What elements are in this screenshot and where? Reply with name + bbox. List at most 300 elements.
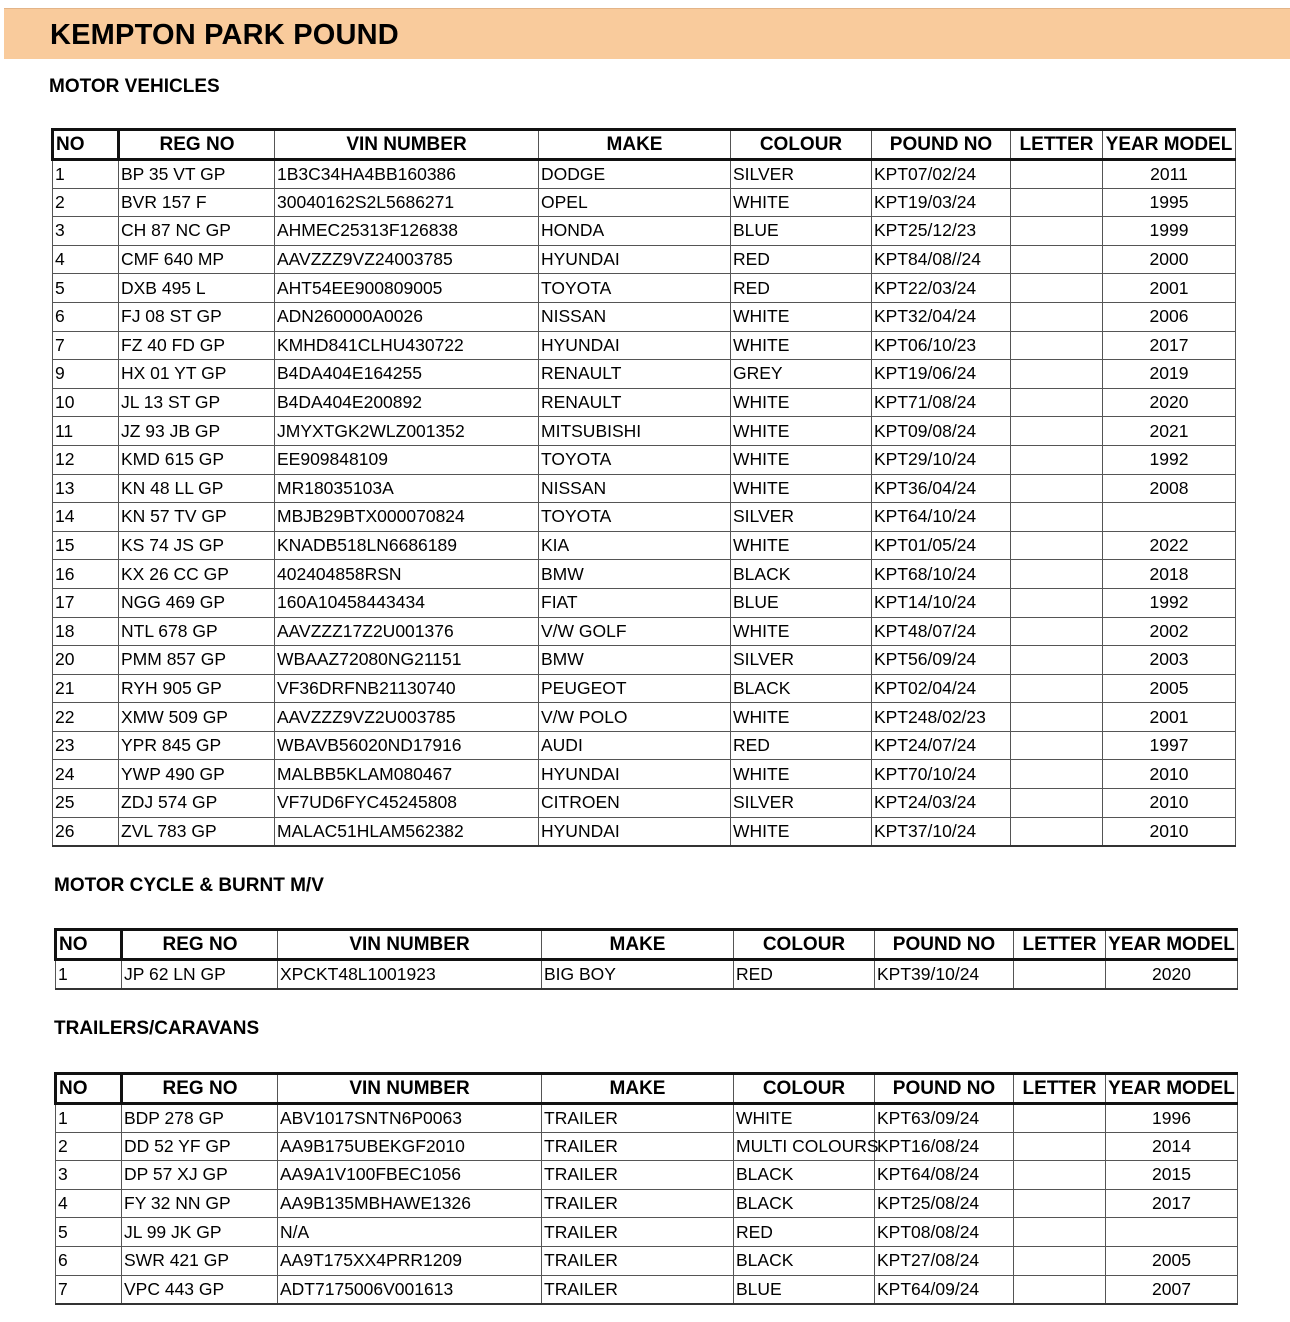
no-cell: 6	[56, 1246, 122, 1275]
no-cell: 4	[56, 1189, 122, 1218]
no-cell: 24	[53, 760, 119, 789]
table-row	[53, 331, 1236, 360]
vin-number-cell: 1B3C34HA4BB160386	[275, 160, 539, 189]
make-cell: TRAILER	[542, 1189, 734, 1218]
vin-number-cell: B4DA404E200892	[275, 388, 539, 417]
colour-cell: BLUE	[731, 217, 872, 246]
title-banner	[4, 8, 1290, 59]
year-model-cell: 1992	[1103, 588, 1236, 617]
table-row	[53, 388, 1236, 417]
no-cell: 3	[53, 217, 119, 246]
vin-number-cell: JMYXTGK2WLZ001352	[275, 417, 539, 446]
section-title-motor-cycle: MOTOR CYCLE & BURNT M/V	[54, 875, 324, 896]
colour-cell: WHITE	[731, 302, 872, 331]
no-cell: 1	[56, 1104, 122, 1133]
pound-no-cell: KPT64/09/24	[875, 1275, 1014, 1304]
reg-no-cell: BDP 278 GP	[122, 1104, 278, 1133]
vin-number-cell: KNADB518LN6686189	[275, 531, 539, 560]
table-row	[56, 1104, 1238, 1133]
make-cell: NISSAN	[539, 474, 731, 503]
no-cell: 23	[53, 731, 119, 760]
make-cell: HYUNDAI	[539, 817, 731, 846]
no-cell: 5	[53, 274, 119, 303]
reg-no-cell: KN 48 LL GP	[119, 474, 275, 503]
letter-cell	[1011, 302, 1103, 331]
make-cell: TRAILER	[542, 1275, 734, 1304]
reg-no-cell: KN 57 TV GP	[119, 503, 275, 532]
reg-no-cell: KS 74 JS GP	[119, 531, 275, 560]
reg-no-cell: JL 99 JK GP	[122, 1218, 278, 1247]
reg-no-cell: PMM 857 GP	[119, 646, 275, 675]
year-model-cell: 2007	[1106, 1275, 1238, 1304]
letter-cell	[1011, 388, 1103, 417]
table-row	[53, 188, 1236, 217]
colour-cell: WHITE	[731, 531, 872, 560]
vin-number-cell: KMHD841CLHU430722	[275, 331, 539, 360]
colour-cell: MULTI COLOURS	[734, 1132, 875, 1161]
vin-number-cell: AA9B175UBEKGF2010	[278, 1132, 542, 1161]
no-cell: 18	[53, 617, 119, 646]
make-cell: NISSAN	[539, 302, 731, 331]
reg-no-cell: FY 32 NN GP	[122, 1189, 278, 1218]
pound-no-cell: KPT63/09/24	[875, 1104, 1014, 1133]
table-row	[56, 1246, 1238, 1275]
pound-no-cell: KPT02/04/24	[872, 674, 1011, 703]
column-header-letter: LETTER	[1014, 930, 1106, 960]
make-cell: CITROEN	[539, 789, 731, 818]
no-cell: 16	[53, 560, 119, 589]
colour-cell: WHITE	[731, 388, 872, 417]
make-cell: HONDA	[539, 217, 731, 246]
no-cell: 3	[56, 1161, 122, 1190]
colour-cell: RED	[731, 731, 872, 760]
year-model-cell: 2021	[1103, 417, 1236, 446]
letter-cell	[1014, 1275, 1106, 1304]
table-row	[53, 674, 1236, 703]
colour-cell: WHITE	[734, 1104, 875, 1133]
year-model-cell: 2002	[1103, 617, 1236, 646]
reg-no-cell: DP 57 XJ GP	[122, 1161, 278, 1190]
column-header-make: MAKE	[539, 130, 731, 160]
table-row	[53, 531, 1236, 560]
pound-no-cell: KPT24/03/24	[872, 789, 1011, 818]
letter-cell	[1014, 1104, 1106, 1133]
section-title-trailers: TRAILERS/CARAVANS	[54, 1018, 260, 1039]
letter-cell	[1011, 217, 1103, 246]
letter-cell	[1011, 503, 1103, 532]
make-cell: TRAILER	[542, 1218, 734, 1247]
reg-no-cell: HX 01 YT GP	[119, 360, 275, 389]
make-cell: PEUGEOT	[539, 674, 731, 703]
pound-no-cell: KPT39/10/24	[875, 960, 1014, 989]
no-cell: 14	[53, 503, 119, 532]
pound-no-cell: KPT19/03/24	[872, 188, 1011, 217]
no-cell: 15	[53, 531, 119, 560]
table-row	[53, 445, 1236, 474]
no-cell: 26	[53, 817, 119, 846]
reg-no-cell: BP 35 VT GP	[119, 160, 275, 189]
no-cell: 1	[56, 960, 122, 989]
make-cell: FIAT	[539, 588, 731, 617]
reg-no-cell: ZDJ 574 GP	[119, 789, 275, 818]
make-cell: TRAILER	[542, 1161, 734, 1190]
vin-number-cell: XPCKT48L1001923	[278, 960, 542, 989]
column-header-pound-no: POUND NO	[875, 1074, 1014, 1104]
column-header-colour: COLOUR	[734, 1074, 875, 1104]
table-row	[53, 503, 1236, 532]
trailers-table	[54, 1072, 1238, 1305]
vin-number-cell: AAVZZZ9VZ24003785	[275, 245, 539, 274]
pound-no-cell: KPT27/08/24	[875, 1246, 1014, 1275]
pound-no-cell: KPT56/09/24	[872, 646, 1011, 675]
year-model-cell: 1995	[1103, 188, 1236, 217]
vin-number-cell: ADT7175006V001613	[278, 1275, 542, 1304]
make-cell: MITSUBISHI	[539, 417, 731, 446]
column-header-make: MAKE	[542, 1074, 734, 1104]
pound-no-cell: KPT36/04/24	[872, 474, 1011, 503]
make-cell: KIA	[539, 531, 731, 560]
colour-cell: SILVER	[731, 789, 872, 818]
table-row	[53, 160, 1236, 189]
vin-number-cell: AHMEC25313F126838	[275, 217, 539, 246]
column-header-letter: LETTER	[1011, 130, 1103, 160]
letter-cell	[1011, 760, 1103, 789]
pound-no-cell: KPT32/04/24	[872, 302, 1011, 331]
vin-number-cell: AHT54EE900809005	[275, 274, 539, 303]
reg-no-cell: YPR 845 GP	[119, 731, 275, 760]
reg-no-cell: FJ 08 ST GP	[119, 302, 275, 331]
colour-cell: WHITE	[731, 445, 872, 474]
year-model-cell: 2003	[1103, 646, 1236, 675]
letter-cell	[1011, 703, 1103, 732]
table-row	[56, 1132, 1238, 1161]
table-row	[53, 646, 1236, 675]
pound-no-cell: KPT71/08/24	[872, 388, 1011, 417]
year-model-cell	[1103, 503, 1236, 532]
year-model-cell: 2005	[1106, 1246, 1238, 1275]
letter-cell	[1011, 474, 1103, 503]
colour-cell: RED	[731, 245, 872, 274]
make-cell: TRAILER	[542, 1246, 734, 1275]
year-model-cell: 2019	[1103, 360, 1236, 389]
table-row	[56, 1189, 1238, 1218]
vin-number-cell: WBAVB56020ND17916	[275, 731, 539, 760]
no-cell: 2	[53, 188, 119, 217]
letter-cell	[1011, 674, 1103, 703]
colour-cell: WHITE	[731, 617, 872, 646]
make-cell: BIG BOY	[542, 960, 734, 989]
make-cell: TOYOTA	[539, 445, 731, 474]
make-cell: TRAILER	[542, 1132, 734, 1161]
column-header-pound-no: POUND NO	[872, 130, 1011, 160]
year-model-cell: 2014	[1106, 1132, 1238, 1161]
vin-number-cell: ADN260000A0026	[275, 302, 539, 331]
column-header-letter: LETTER	[1014, 1074, 1106, 1104]
make-cell: V/W POLO	[539, 703, 731, 732]
colour-cell: WHITE	[731, 817, 872, 846]
column-header-no: NO	[53, 130, 119, 160]
pound-no-cell: KPT70/10/24	[872, 760, 1011, 789]
table-row	[53, 245, 1236, 274]
year-model-cell: 2010	[1103, 760, 1236, 789]
reg-no-cell: KMD 615 GP	[119, 445, 275, 474]
no-cell: 20	[53, 646, 119, 675]
table-row	[53, 217, 1236, 246]
reg-no-cell: XMW 509 GP	[119, 703, 275, 732]
vin-number-cell: MR18035103A	[275, 474, 539, 503]
colour-cell: WHITE	[731, 188, 872, 217]
reg-no-cell: JP 62 LN GP	[122, 960, 278, 989]
column-header-colour: COLOUR	[734, 930, 875, 960]
letter-cell	[1011, 646, 1103, 675]
pound-no-cell: KPT01/05/24	[872, 531, 1011, 560]
column-header-year-model: YEAR MODEL	[1103, 130, 1236, 160]
column-header-year-model: YEAR MODEL	[1106, 1074, 1238, 1104]
pound-no-cell: KPT24/07/24	[872, 731, 1011, 760]
motor-vehicles-table	[51, 128, 1236, 847]
year-model-cell: 2017	[1106, 1189, 1238, 1218]
pound-no-cell: KPT25/12/23	[872, 217, 1011, 246]
letter-cell	[1014, 1132, 1106, 1161]
vin-number-cell: MALBB5KLAM080467	[275, 760, 539, 789]
reg-no-cell: FZ 40 FD GP	[119, 331, 275, 360]
vin-number-cell: N/A	[278, 1218, 542, 1247]
vin-number-cell: VF36DRFNB21130740	[275, 674, 539, 703]
year-model-cell: 2015	[1106, 1161, 1238, 1190]
colour-cell: WHITE	[731, 760, 872, 789]
reg-no-cell: NGG 469 GP	[119, 588, 275, 617]
table-row	[56, 1161, 1238, 1190]
no-cell: 13	[53, 474, 119, 503]
reg-no-cell: NTL 678 GP	[119, 617, 275, 646]
no-cell: 7	[56, 1275, 122, 1304]
colour-cell: BLACK	[731, 674, 872, 703]
table-row	[53, 760, 1236, 789]
table-row	[53, 560, 1236, 589]
vin-number-cell: MBJB29BTX000070824	[275, 503, 539, 532]
no-cell: 4	[53, 245, 119, 274]
column-header-vin-number: VIN NUMBER	[278, 1074, 542, 1104]
year-model-cell: 2010	[1103, 817, 1236, 846]
vin-number-cell: B4DA404E164255	[275, 360, 539, 389]
table-row	[53, 474, 1236, 503]
table-header-row	[53, 130, 1236, 160]
make-cell: RENAULT	[539, 360, 731, 389]
table-row	[53, 789, 1236, 818]
letter-cell	[1011, 789, 1103, 818]
vin-number-cell: VF7UD6FYC45245808	[275, 789, 539, 818]
pound-no-cell: KPT06/10/23	[872, 331, 1011, 360]
colour-cell: BLACK	[734, 1189, 875, 1218]
pound-no-cell: KPT29/10/24	[872, 445, 1011, 474]
vin-number-cell: AAVZZZ17Z2U001376	[275, 617, 539, 646]
make-cell: TOYOTA	[539, 503, 731, 532]
year-model-cell: 2000	[1103, 245, 1236, 274]
letter-cell	[1014, 1189, 1106, 1218]
column-header-no: NO	[56, 930, 122, 960]
no-cell: 9	[53, 360, 119, 389]
year-model-cell: 1996	[1106, 1104, 1238, 1133]
column-header-no: NO	[56, 1074, 122, 1104]
letter-cell	[1011, 274, 1103, 303]
pound-no-cell: KPT25/08/24	[875, 1189, 1014, 1218]
pound-no-cell: KPT37/10/24	[872, 817, 1011, 846]
pound-no-cell: KPT64/10/24	[872, 503, 1011, 532]
year-model-cell: 2020	[1106, 960, 1238, 989]
table-row	[56, 1218, 1238, 1247]
colour-cell: SILVER	[731, 503, 872, 532]
colour-cell: RED	[731, 274, 872, 303]
pound-no-cell: KPT84/08//24	[872, 245, 1011, 274]
letter-cell	[1011, 188, 1103, 217]
no-cell: 21	[53, 674, 119, 703]
table-row	[53, 731, 1236, 760]
letter-cell	[1011, 817, 1103, 846]
vin-number-cell: AA9A1V100FBEC1056	[278, 1161, 542, 1190]
reg-no-cell: VPC 443 GP	[122, 1275, 278, 1304]
column-header-make: MAKE	[542, 930, 734, 960]
make-cell: DODGE	[539, 160, 731, 189]
vin-number-cell: WBAAZ72080NG21151	[275, 646, 539, 675]
make-cell: V/W GOLF	[539, 617, 731, 646]
letter-cell	[1011, 617, 1103, 646]
year-model-cell: 2001	[1103, 274, 1236, 303]
year-model-cell: 2006	[1103, 302, 1236, 331]
letter-cell	[1014, 1161, 1106, 1190]
year-model-cell: 2018	[1103, 560, 1236, 589]
no-cell: 17	[53, 588, 119, 617]
year-model-cell: 2017	[1103, 331, 1236, 360]
letter-cell	[1011, 160, 1103, 189]
make-cell: HYUNDAI	[539, 331, 731, 360]
no-cell: 5	[56, 1218, 122, 1247]
colour-cell: BLACK	[734, 1161, 875, 1190]
letter-cell	[1011, 360, 1103, 389]
pound-no-cell: KPT19/06/24	[872, 360, 1011, 389]
motor-cycle-table	[54, 928, 1238, 990]
vin-number-cell: MALAC51HLAM562382	[275, 817, 539, 846]
year-model-cell: 2005	[1103, 674, 1236, 703]
table-row	[53, 588, 1236, 617]
no-cell: 25	[53, 789, 119, 818]
pound-no-cell: KPT07/02/24	[872, 160, 1011, 189]
vin-number-cell: 160A10458443434	[275, 588, 539, 617]
section-title-motor-vehicles: MOTOR VEHICLES	[49, 76, 220, 97]
reg-no-cell: KX 26 CC GP	[119, 560, 275, 589]
no-cell: 7	[53, 331, 119, 360]
colour-cell: RED	[734, 960, 875, 989]
table-header-row	[56, 930, 1238, 960]
colour-cell: BLUE	[731, 588, 872, 617]
reg-no-cell: BVR 157 F	[119, 188, 275, 217]
year-model-cell: 1992	[1103, 445, 1236, 474]
no-cell: 22	[53, 703, 119, 732]
letter-cell	[1011, 560, 1103, 589]
make-cell: AUDI	[539, 731, 731, 760]
pound-no-cell: KPT08/08/24	[875, 1218, 1014, 1247]
pound-no-cell: KPT16/08/24	[875, 1132, 1014, 1161]
table-row	[53, 617, 1236, 646]
make-cell: BMW	[539, 560, 731, 589]
table-row	[53, 703, 1236, 732]
vin-number-cell: AA9B135MBHAWE1326	[278, 1189, 542, 1218]
year-model-cell: 1997	[1103, 731, 1236, 760]
colour-cell: WHITE	[731, 417, 872, 446]
vin-number-cell: 30040162S2L5686271	[275, 188, 539, 217]
vin-number-cell: 402404858RSN	[275, 560, 539, 589]
no-cell: 2	[56, 1132, 122, 1161]
pound-no-cell: KPT248/02/23	[872, 703, 1011, 732]
pound-no-cell: KPT68/10/24	[872, 560, 1011, 589]
column-header-reg-no: REG NO	[122, 930, 278, 960]
column-header-vin-number: VIN NUMBER	[278, 930, 542, 960]
reg-no-cell: DD 52 YF GP	[122, 1132, 278, 1161]
letter-cell	[1011, 245, 1103, 274]
reg-no-cell: YWP 490 GP	[119, 760, 275, 789]
make-cell: RENAULT	[539, 388, 731, 417]
make-cell: TOYOTA	[539, 274, 731, 303]
year-model-cell: 2011	[1103, 160, 1236, 189]
reg-no-cell: ZVL 783 GP	[119, 817, 275, 846]
pound-no-cell: KPT64/08/24	[875, 1161, 1014, 1190]
table-row	[56, 960, 1238, 989]
no-cell: 6	[53, 302, 119, 331]
colour-cell: GREY	[731, 360, 872, 389]
column-header-reg-no: REG NO	[122, 1074, 278, 1104]
colour-cell: WHITE	[731, 703, 872, 732]
colour-cell: BLACK	[734, 1246, 875, 1275]
colour-cell: BLACK	[731, 560, 872, 589]
reg-no-cell: RYH 905 GP	[119, 674, 275, 703]
make-cell: BMW	[539, 646, 731, 675]
vin-number-cell: AA9T175XX4PRR1209	[278, 1246, 542, 1275]
make-cell: HYUNDAI	[539, 245, 731, 274]
column-header-colour: COLOUR	[731, 130, 872, 160]
colour-cell: WHITE	[731, 331, 872, 360]
table-row	[53, 417, 1236, 446]
reg-no-cell: DXB 495 L	[119, 274, 275, 303]
table-row	[53, 274, 1236, 303]
make-cell: HYUNDAI	[539, 760, 731, 789]
letter-cell	[1011, 531, 1103, 560]
colour-cell: SILVER	[731, 160, 872, 189]
year-model-cell: 2010	[1103, 789, 1236, 818]
year-model-cell: 2008	[1103, 474, 1236, 503]
reg-no-cell: JZ 93 JB GP	[119, 417, 275, 446]
table-row	[53, 817, 1236, 846]
table-header-row	[56, 1074, 1238, 1104]
pound-no-cell: KPT22/03/24	[872, 274, 1011, 303]
no-cell: 10	[53, 388, 119, 417]
colour-cell: SILVER	[731, 646, 872, 675]
letter-cell	[1011, 417, 1103, 446]
page-title: KEMPTON PARK POUND	[50, 19, 399, 51]
letter-cell	[1014, 1246, 1106, 1275]
reg-no-cell: CMF 640 MP	[119, 245, 275, 274]
year-model-cell: 2022	[1103, 531, 1236, 560]
table-row	[53, 360, 1236, 389]
table-row	[56, 1275, 1238, 1304]
column-header-vin-number: VIN NUMBER	[275, 130, 539, 160]
letter-cell	[1014, 960, 1106, 989]
vin-number-cell: ABV1017SNTN6P0063	[278, 1104, 542, 1133]
pound-no-cell: KPT14/10/24	[872, 588, 1011, 617]
no-cell: 1	[53, 160, 119, 189]
colour-cell: RED	[734, 1218, 875, 1247]
year-model-cell: 2001	[1103, 703, 1236, 732]
year-model-cell: 1999	[1103, 217, 1236, 246]
vin-number-cell: AAVZZZ9VZ2U003785	[275, 703, 539, 732]
